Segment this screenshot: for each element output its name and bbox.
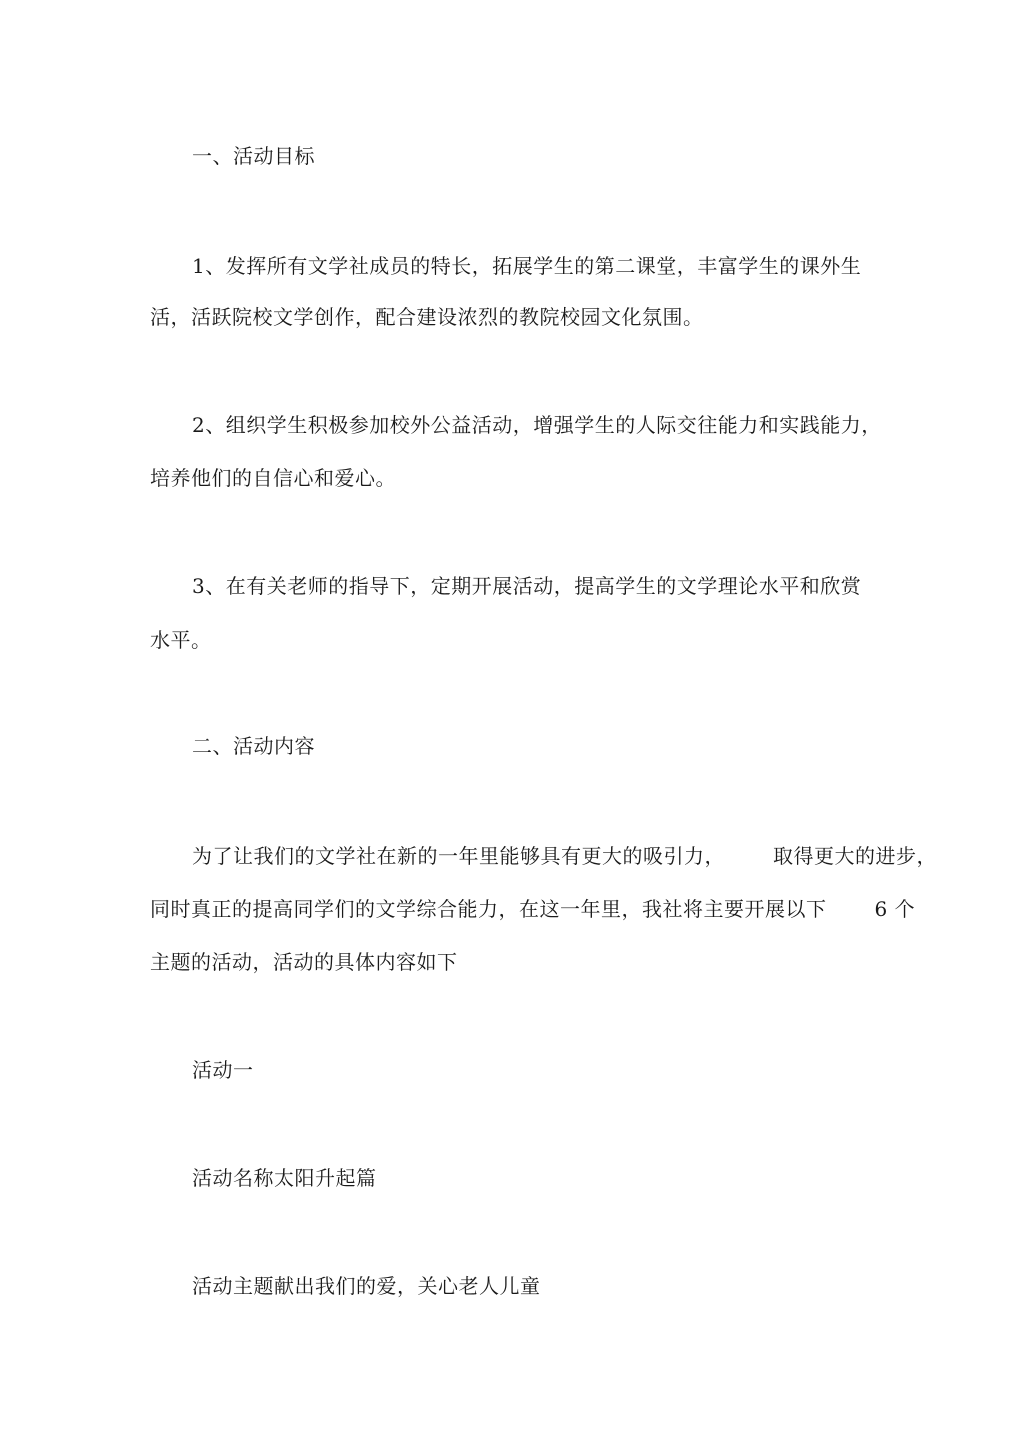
activity-1-theme: 活动主题献出我们的爱，关心老人儿童	[192, 1274, 541, 1298]
activity-1-label: 活动一	[192, 1058, 254, 1082]
intro-line-2-part-2: 6 个	[874, 897, 916, 921]
intro-line-3: 主题的活动，活动的具体内容如下	[150, 950, 458, 974]
goal-1-line-2: 活，活跃院校文学创作，配合建设浓烈的教院校园文化氛围。	[150, 305, 704, 329]
section-heading-goals: 一、活动目标	[192, 144, 315, 168]
intro-line-1	[192, 842, 937, 870]
intro-line-2-part-1: 同时真正的提高同学们的文学综合能力，在这一年里，我社将主要开展以下	[150, 897, 827, 921]
intro-line-2	[150, 895, 915, 923]
goal-3-line-1: 3、在有关老师的指导下，定期开展活动，提高学生的文学理论水平和欣赏	[192, 574, 862, 598]
goal-2-line-2: 培养他们的自信心和爱心。	[150, 466, 396, 490]
goal-2-line-1: 2、组织学生积极参加校外公益活动，增强学生的人际交往能力和实践能力，	[192, 413, 882, 437]
section-heading-content: 二、活动内容	[192, 734, 315, 758]
intro-line-1-part-2: 取得更大的进步，	[773, 844, 937, 868]
goal-1-line-1: 1、发挥所有文学社成员的特长，拓展学生的第二课堂，丰富学生的课外生	[192, 254, 862, 278]
intro-line-1-part-1: 为了让我们的文学社在新的一年里能够具有更大的吸引力，	[192, 844, 725, 868]
goal-3-line-2: 水平。	[150, 628, 212, 652]
activity-1-name: 活动名称太阳升起篇	[192, 1166, 377, 1190]
